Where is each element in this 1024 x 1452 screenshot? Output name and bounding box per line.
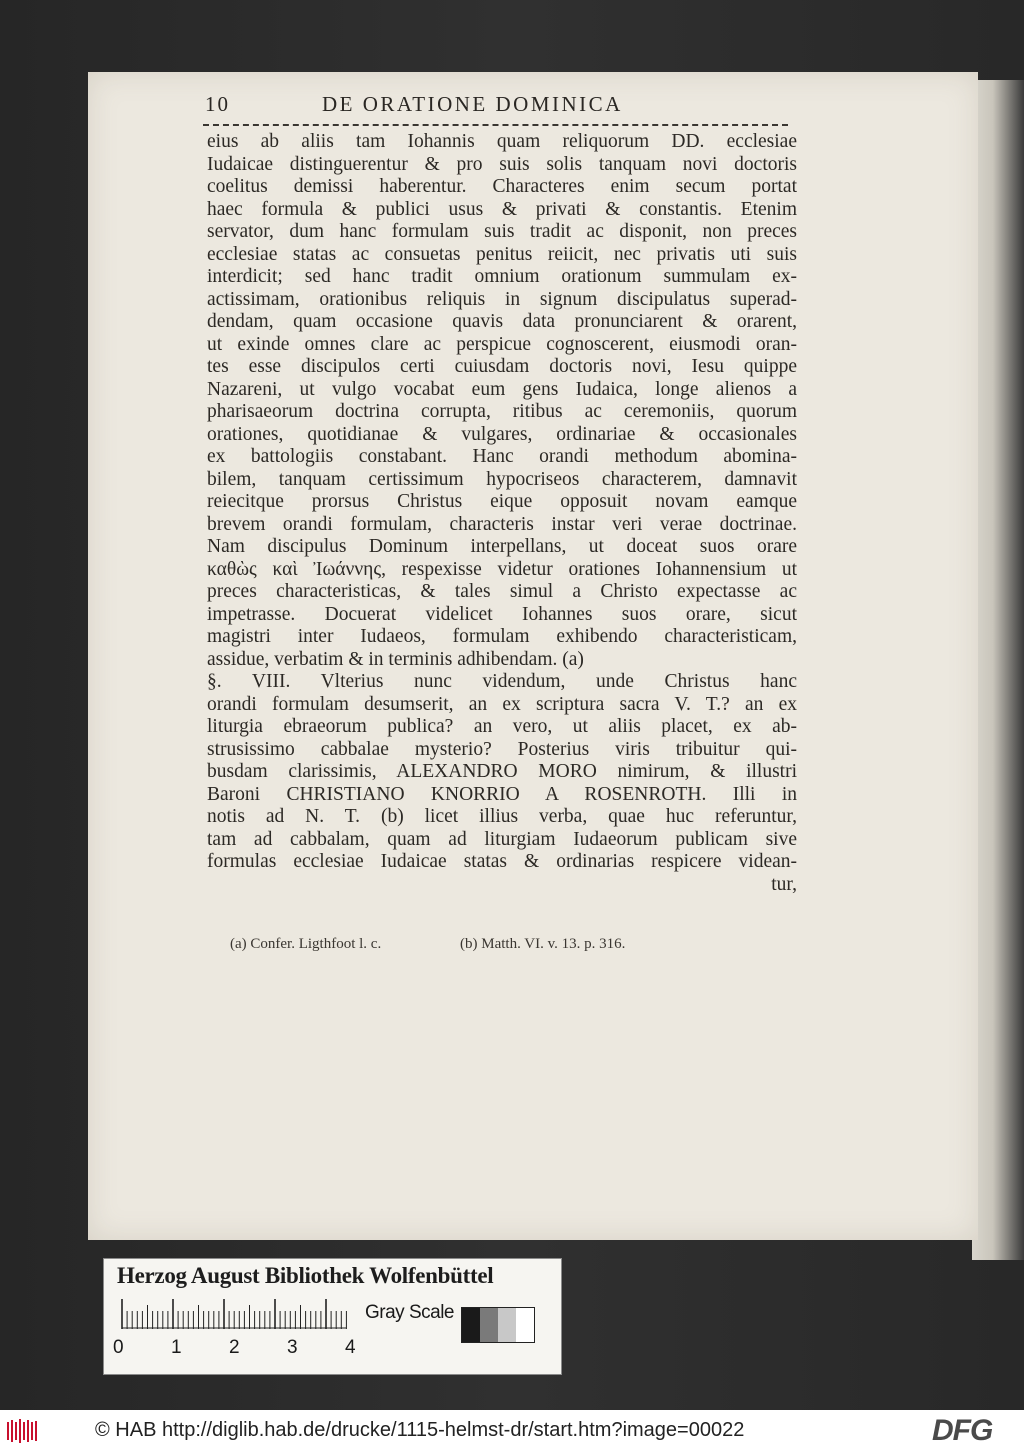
text-line: magistri inter Iudaeos, formulam exhibendo characteristicam, (207, 626, 797, 647)
text-line: Nam discipulus Dominum interpellans, ut doceat suos orare (207, 536, 797, 557)
text-line: reiecitque prorsus Christus eique opposuit novam eamque (207, 491, 797, 512)
header-rule (203, 124, 788, 126)
main-text (207, 131, 797, 896)
text-line: καθὼς καὶ Ἰωάννης, respexisse videtur orationes Iohannensium ut (207, 558, 797, 580)
text-line: coelitus demissi haberentur. Characteres enim secum portat (207, 176, 797, 197)
gray-scale-swatch (461, 1307, 535, 1343)
library-color-card (103, 1258, 562, 1375)
ruler-scale (120, 1299, 350, 1329)
text-line: tur, (771, 873, 797, 895)
library-name: Herzog August Bibliothek Wolfenbüttel (117, 1263, 494, 1288)
text-line: eius ab aliis tam Iohannis quam reliquorum DD. ecclesiae (207, 131, 797, 152)
text-line: orandi formulam desumserit, an ex scriptura sacra V. T.? an ex (207, 693, 797, 715)
text-line: ut exinde omnes clare ac perspicue cognoscerent, eiusmodi oran- (207, 333, 797, 355)
footer-bar (0, 1410, 1024, 1452)
ruler-number: 0 (113, 1337, 124, 1358)
text-line: §. VIII. Vlterius nunc videndum, unde Christus hanc (207, 671, 797, 692)
adjacent-page-edge (972, 80, 1024, 1260)
text-line: Baroni CHRISTIANO KNORRIO A ROSENROTH. Illi in (207, 783, 797, 805)
text-line: ex battologiis constabant. Hanc orandi methodum abomina- (207, 446, 797, 467)
gray-scale-label: Gray Scale (365, 1302, 454, 1323)
text-line: tam ad cabbalam, quam ad liturgiam Iudaeorum publicam sive (207, 828, 797, 850)
text-line: preces characteristicas, & tales simul a Christo expectasse ac (207, 581, 797, 602)
ruler-numbers (113, 1337, 363, 1361)
page-header (205, 92, 855, 122)
ruler-number: 3 (287, 1337, 298, 1358)
text-line: Nazareni, ut vulgo vocabat eum gens Iudaica, longe alienos a (207, 378, 797, 400)
hab-logo-icon (6, 1416, 38, 1446)
text-line: assidue, verbatim & in terminis adhibendam. (a) (207, 648, 584, 670)
swatch-cell (516, 1308, 534, 1342)
text-line: pharisaeorum doctrina corrupta, ritibus ac ceremoniis, quorum (207, 401, 797, 422)
page-number: 10 (205, 92, 230, 116)
text-line: tes esse discipulos certi cuiusdam doctoris novi, Iesu quippe (207, 356, 797, 377)
text-line: orationes, quotidianae & vulgares, ordinariae & occasionales (207, 423, 797, 445)
swatch-cell (498, 1308, 516, 1342)
text-line: Iudaicae distinguerentur & pro suis solis tanquam novi doctoris (207, 153, 797, 175)
text-line: ecclesiae statas ac consuetas penitus reiicit, nec privatis uti suis (207, 243, 797, 265)
text-line: bilem, tanquam certissimum hypocriseos characterem, damnavit (207, 468, 797, 490)
footnote-a: (a) Confer. Ligthfoot l. c. (230, 936, 382, 952)
text-line: dendam, quam occasione quavis data pronunciarent & orarent, (207, 311, 797, 332)
copyright-link[interactable]: © HAB http://diglib.hab.de/drucke/1115-helmst-dr/start.htm?image=00022 (95, 1419, 745, 1441)
text-line: interdicit; sed hanc tradit omnium orationum summulam ex- (207, 266, 797, 287)
dfg-logo: DFG (932, 1414, 993, 1447)
text-line: actissimam, orationibus reliquis in signum discipulatus superad- (207, 288, 797, 310)
text-line: servator, dum hanc formulam suis tradit ac disponit, non preces (207, 221, 797, 242)
text-line: formulas ecclesiae Iudaicae statas & ordinarias respicere videan- (207, 851, 797, 872)
text-line: impetrasse. Docuerat videlicet Iohannes suos orare, sicut (207, 603, 797, 625)
text-line: liturgia ebraeorum publica? an vero, ut aliis placet, ex ab- (207, 716, 797, 737)
ruler-number: 4 (345, 1337, 356, 1358)
running-title: DE ORATIONE DOMINICA (322, 92, 623, 116)
text-line: notis ad N. T. (b) licet illius verba, quae huc referuntur, (207, 806, 797, 827)
ruler-number: 1 (171, 1337, 182, 1358)
footnote-b: (b) Matth. VI. v. 13. p. 316. (460, 936, 626, 952)
text-line: strusissimo cabbalae mysterio? Posterius viris tribuitur qui- (207, 738, 797, 760)
swatch-cell (462, 1308, 480, 1342)
ruler-number: 2 (229, 1337, 240, 1358)
text-line: brevem orandi formulam, characteris instar veri verae doctrinae. (207, 513, 797, 535)
text-line: haec formula & publici usus & privati & constantis. Etenim (207, 198, 797, 220)
swatch-cell (480, 1308, 498, 1342)
text-line: busdam clarissimis, ALEXANDRO MORO nimirum, & illustri (207, 761, 797, 782)
